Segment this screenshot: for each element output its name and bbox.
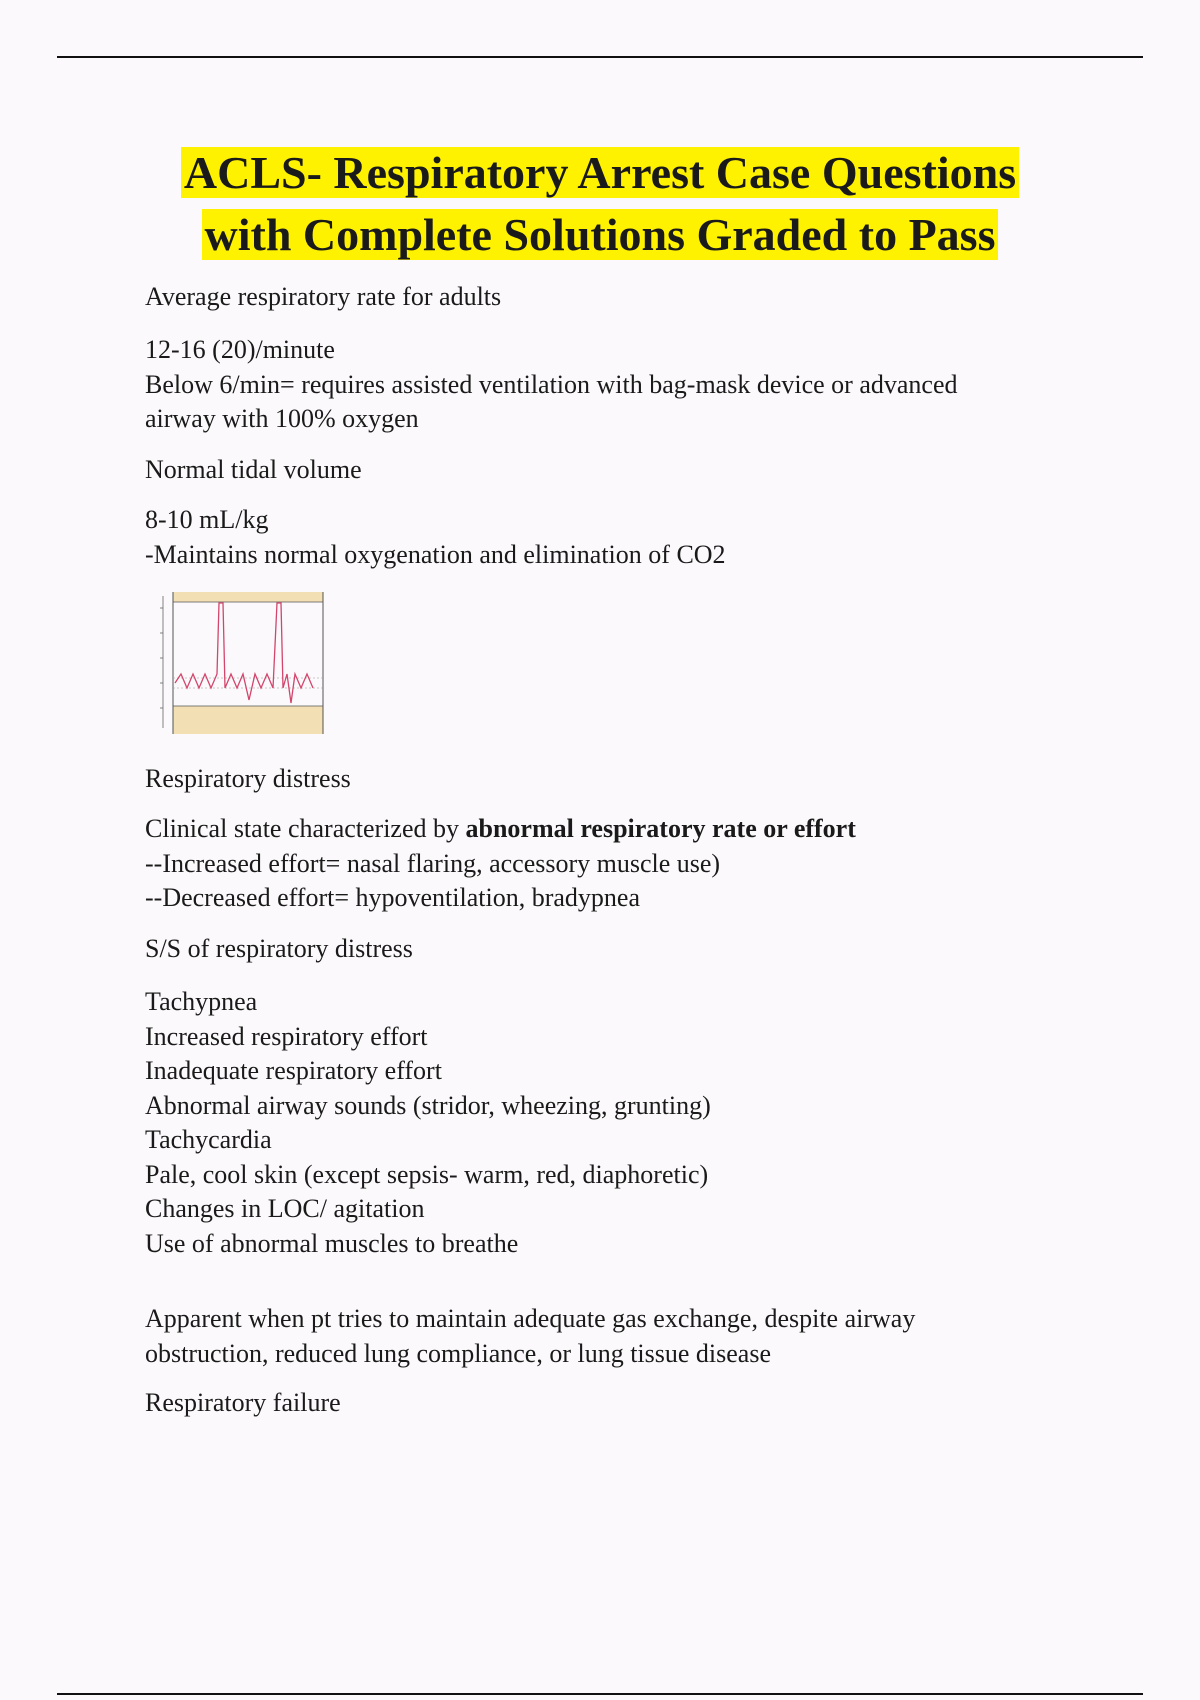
answer-line: Inadequate respiratory effort [145, 1056, 442, 1085]
card-answer-1 [145, 333, 1065, 437]
answer-line: Increased respiratory effort [145, 1021, 428, 1051]
card-answer-2 [145, 503, 1065, 572]
card-answer-4 [145, 985, 1065, 1261]
question-text: Respiratory failure [145, 1388, 341, 1417]
answer-first-line [145, 812, 1065, 847]
answer-line: Changes in LOC/ agitation [145, 1194, 425, 1223]
question-text: Respiratory distress [145, 764, 351, 793]
answer-line: Tachypnea [145, 987, 258, 1016]
answer-line: airway with 100% oxygen [145, 404, 419, 433]
answer-prefix: Clinical state characterized by [145, 814, 466, 843]
lung-volume-figure [145, 588, 330, 738]
card-question-1 [145, 280, 1065, 315]
answer-line: Tachycardia [145, 1125, 272, 1154]
question-text: Normal tidal volume [145, 455, 362, 484]
figure-bottom-band [173, 706, 323, 734]
question-text: Average respiratory rate for adults [145, 282, 502, 311]
answer-line: --Increased effort= nasal flaring, accessory muscle use) [145, 848, 721, 878]
title-line-2: with Complete Solutions Graded to Pass [202, 209, 999, 260]
answer-line: 12-16 (20)/minute [145, 335, 335, 364]
title-line-1: ACLS- Respiratory Arrest Case Questions [181, 147, 1019, 198]
answer-line: Below 6/min= requires assisted ventilation with bag-mask device or advanced [145, 369, 958, 399]
card-answer-3 [145, 812, 1065, 916]
answer-line: -Maintains normal oxygenation and elimination of CO2 [145, 539, 726, 569]
card-question-4 [145, 932, 1065, 967]
card-question-5 [145, 1386, 1065, 1421]
figure-top-band [173, 592, 323, 602]
answer-bold: abnormal respiratory rate or effort [465, 814, 856, 843]
answer-line: 8-10 mL/kg [145, 505, 269, 534]
question-text: S/S of respiratory distress [145, 934, 413, 963]
footer-rule [57, 1693, 1143, 1695]
answer-line: --Decreased effort= hypoventilation, bradypnea [145, 883, 640, 912]
answer-line: obstruction, reduced lung compliance, or lung tissue disease [145, 1338, 772, 1368]
answer-line: Pale, cool skin (except sepsis- warm, red, diaphoretic) [145, 1159, 709, 1189]
answer-line: Apparent when pt tries to maintain adequate gas exchange, despite airway [145, 1304, 916, 1333]
card-question-3 [145, 762, 1065, 797]
card-answer-4-extra [145, 1302, 1065, 1371]
document-title [0, 142, 1200, 266]
answer-line: Use of abnormal muscles to breathe [145, 1228, 519, 1258]
card-question-2 [145, 453, 1065, 488]
answer-line: Abnormal airway sounds (stridor, wheezing, grunting) [145, 1090, 711, 1120]
header-rule [57, 56, 1143, 58]
